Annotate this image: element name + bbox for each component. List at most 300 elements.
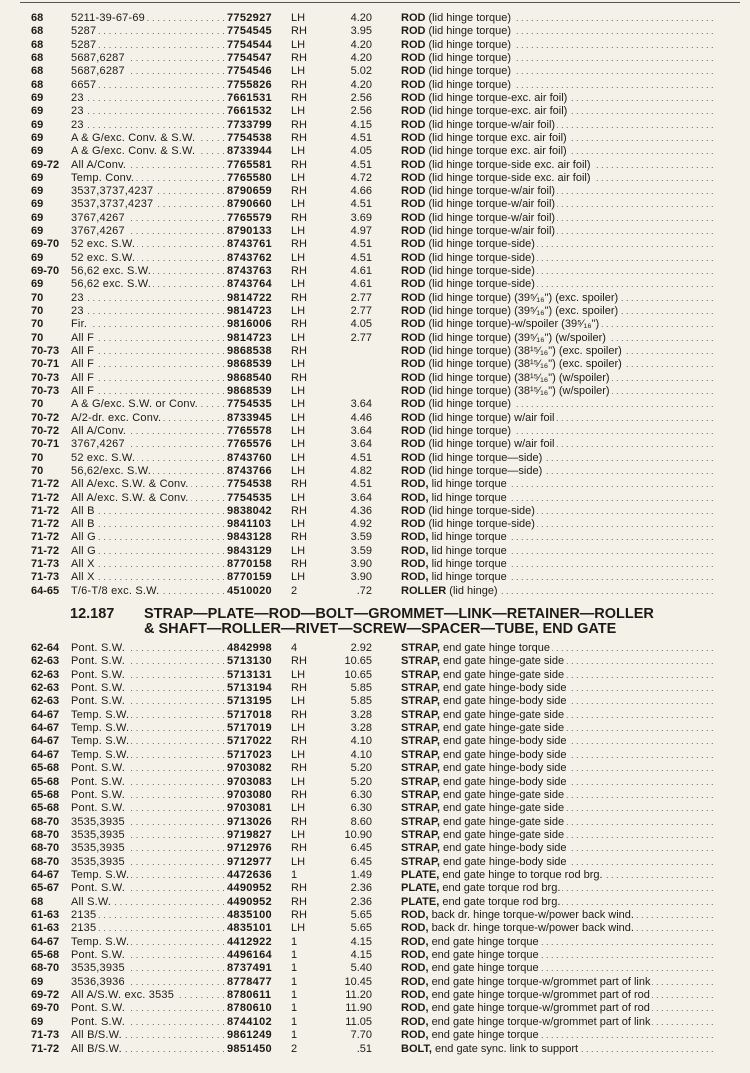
parts-row [0, 896, 750, 909]
part-number: 4490952 [227, 895, 272, 908]
application: 3537,3737,4237 . . . [71, 185, 227, 198]
parts-row [0, 145, 750, 158]
side-or-qty: LH [291, 411, 306, 424]
part-number: 7754538 [227, 131, 272, 144]
price: 5.85 [350, 682, 372, 695]
price: 5.02 [350, 65, 372, 78]
year-range: 69 [31, 105, 44, 118]
part-number: 4842998 [227, 642, 272, 654]
description: PLATE, end gate torque rod brg. . . . [401, 896, 715, 909]
part-number: 9868540 [227, 371, 272, 384]
description: ROD, lid hinge torque . . . [401, 478, 715, 491]
description: ROD (lid hinge torque-side) . . . [401, 505, 715, 518]
description: ROD, lid hinge torque . . . [401, 571, 715, 584]
description: ROD (lid hinge torque) . . . [401, 39, 715, 52]
parts-row [0, 478, 750, 491]
part-number: 7765581 [227, 158, 272, 171]
application: A/2-dr. exc. Conv. . . . [71, 412, 227, 425]
application: Temp. S.W. . . . [71, 936, 227, 949]
side-or-qty: 1 [291, 1015, 298, 1028]
parts-row [0, 856, 750, 869]
side-or-qty: LH [291, 722, 306, 735]
description: ROD (lid hinge torque-side) . . . [401, 278, 715, 291]
description: ROD (lid hinge torque-w/air foil) . . . [401, 119, 715, 132]
side-or-qty: 1 [291, 962, 298, 975]
parts-row [0, 79, 750, 92]
year-range: 69 [31, 131, 44, 144]
price: 6.45 [350, 842, 372, 855]
description: ROD (lid hinge torque) w/air foil . . . [401, 412, 715, 425]
application: 52 exc. S.W. . . . [71, 238, 227, 251]
side-or-qty: LH [291, 65, 306, 78]
parts-row [0, 159, 750, 172]
parts-row [0, 132, 750, 145]
part-number: 4835100 [227, 909, 272, 921]
application: 3535,3935 . . . [71, 856, 227, 869]
price: 4.51 [350, 251, 372, 264]
section-title-line-1: STRAP—PLATE—ROD—BOLT—GROMMET—LINK—RETAINER—ROLLER [144, 606, 654, 622]
application: 5211-39-67-69 . . . [71, 12, 227, 25]
price: 2.36 [350, 895, 372, 908]
description: STRAP, end gate hinge-gate side . . . [401, 722, 715, 735]
application: 3535,3935 . . . [71, 829, 227, 842]
part-number: 8780611 [227, 989, 272, 1002]
side-or-qty: RH [291, 211, 307, 224]
section-number: 12.187 [70, 606, 115, 622]
part-number: 9851450 [227, 1042, 272, 1055]
year-range: 70-73 [31, 345, 60, 357]
part-number: 9814722 [227, 291, 272, 304]
part-number: 5713195 [227, 695, 272, 708]
description: ROD (lid hinge torque) (38¹⁵⁄₁₆") (exc. spoiler) . . . [401, 358, 715, 371]
price: 3.59 [350, 544, 372, 557]
price: 6.30 [350, 788, 372, 801]
description: ROD (lid hinge torque) . . . [401, 52, 715, 65]
description: ROD (lid hinge torque-side) . . . [401, 265, 715, 278]
side-or-qty: LH [291, 855, 306, 868]
year-range: 68 [31, 38, 44, 51]
application: All A/Conv. . . . [71, 159, 227, 172]
side-or-qty: LH [291, 331, 306, 344]
description: ROD (lid hinge torque) . . . [401, 398, 715, 411]
parts-row [0, 962, 750, 975]
price: 4.51 [350, 131, 372, 144]
year-range: 70-73 [31, 384, 60, 397]
year-range: 71-72 [31, 531, 60, 544]
application: A & G/exc. Conv. & S.W. . . . [71, 145, 227, 158]
year-range: 69 [31, 171, 44, 184]
parts-row [0, 358, 750, 371]
application: Pont. S.W. . . . [71, 695, 227, 708]
application: All B/S.W. . . . [71, 1043, 227, 1056]
side-or-qty: LH [291, 922, 306, 935]
description: ROD (lid hinge torque) (38¹⁵⁄₁₆") (w/spoiler) . . . [401, 385, 715, 398]
year-range: 70-71 [31, 358, 60, 371]
year-range: 70 [31, 291, 44, 304]
application: 5287 . . . [71, 25, 227, 38]
application: All S.W. . . . [71, 896, 227, 909]
description: STRAP, end gate hinge-body side . . . [401, 749, 715, 762]
description: ROD (lid hinge torque exc. air foil) . . . [401, 132, 715, 145]
year-range: 70 [31, 398, 44, 411]
side-or-qty: LH [291, 775, 306, 788]
side-or-qty: LH [291, 12, 306, 24]
description: ROD, end gate hinge torque-w/grommet part of link . . . [401, 976, 715, 989]
parts-row [0, 829, 750, 842]
side-or-qty: RH [291, 762, 307, 775]
application: Pont. S.W. . . . [71, 802, 227, 815]
parts-row [0, 292, 750, 305]
description: ROD (lid hinge torque) (38¹⁵⁄₁₆") (w/spoiler) . . . [401, 372, 715, 385]
application: Temp. Conv. . . . [71, 172, 227, 185]
description: ROD, lid hinge torque . . . [401, 558, 715, 571]
side-or-qty: RH [291, 25, 307, 38]
price: 4.61 [350, 265, 372, 278]
description: ROD (lid hinge torque) (39⁵⁄₁₆") (exc. spoiler) . . . [401, 292, 715, 305]
price: 4.61 [350, 278, 372, 291]
description: ROD, end gate hinge torque . . . [401, 1029, 715, 1042]
parts-row [0, 385, 750, 398]
price: 4.72 [350, 171, 372, 184]
parts-row [0, 842, 750, 855]
side-or-qty: RH [291, 531, 307, 544]
side-or-qty: 1 [291, 1002, 298, 1015]
year-range: 64-67 [31, 868, 60, 881]
top-rule [20, 2, 740, 3]
price: 3.95 [350, 25, 372, 38]
parts-row [0, 65, 750, 78]
part-number: 8733944 [227, 145, 272, 158]
description: ROD, end gate hinge torque-w/grommet part of rod . . . [401, 989, 715, 1002]
part-number: 5717022 [227, 735, 272, 748]
price: 2.92 [350, 642, 372, 654]
price: 4.20 [350, 51, 372, 64]
description: ROD, end gate hinge torque-w/grommet part of link . . . [401, 1016, 715, 1029]
part-number: 7765580 [227, 171, 272, 184]
part-number: 9814723 [227, 305, 272, 318]
description: ROD, lid hinge torque . . . [401, 545, 715, 558]
description: ROD (lid hinge torque-w/air foil) . . . [401, 212, 715, 225]
parts-row [0, 198, 750, 211]
application: All A/exc. S.W. & Conv. . . . [71, 478, 227, 491]
year-range: 71-72 [31, 1042, 60, 1055]
parts-row [0, 1029, 750, 1042]
description: STRAP, end gate hinge-body side . . . [401, 776, 715, 789]
part-number: 8743760 [227, 451, 272, 464]
description: STRAP, end gate hinge-gate side . . . [401, 789, 715, 802]
side-or-qty: RH [291, 345, 307, 357]
application: Fir. . . . [71, 318, 227, 331]
application: All A/Conv. . . . [71, 425, 227, 438]
part-number: 7754538 [227, 478, 272, 491]
part-number: 8770158 [227, 558, 272, 571]
year-range: 65-68 [31, 788, 60, 801]
part-number: 4510020 [227, 584, 272, 597]
part-number: 7765576 [227, 438, 272, 451]
year-range: 68 [31, 25, 44, 38]
side-or-qty: LH [291, 398, 306, 411]
part-number: 8743761 [227, 238, 272, 251]
price: 4.51 [350, 158, 372, 171]
price: 4.51 [350, 478, 372, 491]
year-range: 68-70 [31, 828, 60, 841]
price: 10.65 [344, 668, 372, 681]
side-or-qty: RH [291, 708, 307, 721]
price: 2.56 [350, 91, 372, 104]
description: ROD (lid hinge torque—side) . . . [401, 465, 715, 478]
year-range: 68 [31, 65, 44, 78]
price: 3.59 [350, 531, 372, 544]
application: Pont. S.W. . . . [71, 655, 227, 668]
side-or-qty: RH [291, 185, 307, 198]
application: 23 . . . [71, 119, 227, 132]
parts-row [0, 655, 750, 668]
part-number: 8737491 [227, 962, 272, 975]
application: 56,62 exc. S.W. . . . [71, 265, 227, 278]
part-number: 5713194 [227, 682, 272, 695]
application: 3535,3935 . . . [71, 962, 227, 975]
application: Temp. S.W. . . . [71, 722, 227, 735]
parts-row [0, 789, 750, 802]
year-range: 61-63 [31, 909, 60, 921]
price: 5.40 [350, 962, 372, 975]
price: 4.36 [350, 504, 372, 517]
part-number: 7754535 [227, 398, 272, 411]
side-or-qty: RH [291, 788, 307, 801]
year-range: 69 [31, 211, 44, 224]
application: All X . . . [71, 571, 227, 584]
application: 56,62/exc. S.W. . . . [71, 465, 227, 478]
price: .51 [356, 1042, 372, 1055]
application: 3767,4267 . . . [71, 438, 227, 451]
price: 4.20 [350, 78, 372, 91]
parts-row [0, 1043, 750, 1056]
side-or-qty: LH [291, 464, 306, 477]
parts-row [0, 372, 750, 385]
part-number: 4490952 [227, 882, 272, 895]
application: Pont. S.W. . . . [71, 669, 227, 682]
year-range: 68 [31, 895, 44, 908]
application: A & G/exc. Conv. & S.W. . . . [71, 132, 227, 145]
part-number: 8790660 [227, 198, 272, 211]
parts-row [0, 722, 750, 735]
year-range: 62-63 [31, 655, 60, 668]
year-range: 70 [31, 305, 44, 318]
price: 5.65 [350, 922, 372, 935]
side-or-qty: RH [291, 504, 307, 517]
side-or-qty: RH [291, 682, 307, 695]
description: ROD (lid hinge torque-exc. air foil) . . . [401, 92, 715, 105]
part-number: 9868539 [227, 384, 272, 397]
application: All A/S.W. exc. 3535 . . . [71, 989, 227, 1002]
side-or-qty: 1 [291, 935, 298, 948]
side-or-qty: LH [291, 251, 306, 264]
application: All F . . . [71, 358, 227, 371]
side-or-qty: LH [291, 451, 306, 464]
part-number: 9712977 [227, 855, 272, 868]
side-or-qty: RH [291, 131, 307, 144]
part-number: 7754547 [227, 51, 272, 64]
application: Pont. S.W. . . . [71, 682, 227, 695]
description: ROD (lid hinge torque-w/air foil) . . . [401, 185, 715, 198]
description: ROD, end gate hinge torque . . . [401, 936, 715, 949]
parts-row [0, 558, 750, 571]
description: STRAP, end gate hinge-body side . . . [401, 695, 715, 708]
price: 3.90 [350, 571, 372, 584]
price: 3.64 [350, 398, 372, 411]
side-or-qty: LH [291, 438, 306, 451]
side-or-qty: RH [291, 371, 307, 384]
price: 4.05 [350, 318, 372, 331]
parts-row [0, 505, 750, 518]
side-or-qty: RH [291, 158, 307, 171]
description: ROD (lid hinge torque-exc. air foil) . . . [401, 105, 715, 118]
side-or-qty: LH [291, 198, 306, 211]
side-or-qty: LH [291, 491, 306, 504]
description: ROD (lid hinge torque) . . . [401, 25, 715, 38]
parts-row [0, 465, 750, 478]
price: 7.70 [350, 1029, 372, 1042]
part-number: 7661531 [227, 91, 272, 104]
part-number: 4835101 [227, 922, 272, 935]
parts-row [0, 1016, 750, 1029]
year-range: 71-72 [31, 478, 60, 491]
description: ROD, end gate hinge torque . . . [401, 949, 715, 962]
parts-row [0, 318, 750, 331]
price: 4.15 [350, 949, 372, 962]
price: 4.51 [350, 198, 372, 211]
year-range: 69-70 [31, 265, 60, 278]
parts-row [0, 278, 750, 291]
side-or-qty: LH [291, 358, 306, 371]
application: All G . . . [71, 531, 227, 544]
year-range: 68 [31, 12, 44, 24]
part-number: 7754545 [227, 25, 272, 38]
parts-row [0, 882, 750, 895]
part-number: 7752927 [227, 12, 272, 24]
parts-row [0, 492, 750, 505]
side-or-qty: LH [291, 828, 306, 841]
parts-row [0, 585, 750, 598]
price: 2.56 [350, 105, 372, 118]
year-range: 62-63 [31, 668, 60, 681]
parts-row [0, 25, 750, 38]
price: 4.51 [350, 451, 372, 464]
price: 3.64 [350, 424, 372, 437]
parts-row [0, 105, 750, 118]
year-range: 62-64 [31, 642, 60, 654]
price: 4.97 [350, 225, 372, 238]
side-or-qty: RH [291, 895, 307, 908]
description: STRAP, end gate hinge-gate side . . . [401, 655, 715, 668]
parts-row [0, 452, 750, 465]
part-number: 7661532 [227, 105, 272, 118]
year-range: 69 [31, 1015, 44, 1028]
application: Pont. S.W. . . . [71, 789, 227, 802]
description: ROD (lid hinge torque-side) . . . [401, 238, 715, 251]
price: 11.90 [345, 1002, 372, 1015]
part-number: 9703080 [227, 788, 272, 801]
application: All B/S.W. . . . [71, 1029, 227, 1042]
side-or-qty: RH [291, 265, 307, 278]
part-number: 9703082 [227, 762, 272, 775]
parts-row [0, 709, 750, 722]
part-number: 7755826 [227, 78, 272, 91]
part-number: 9861249 [227, 1029, 272, 1042]
part-number: 8770159 [227, 571, 272, 584]
part-number: 8790659 [227, 185, 272, 198]
price: 11.05 [345, 1015, 372, 1028]
part-number: 8743763 [227, 265, 272, 278]
parts-row [0, 816, 750, 829]
part-number: 9712976 [227, 842, 272, 855]
description: ROD, lid hinge torque . . . [401, 531, 715, 544]
price: 8.60 [350, 815, 372, 828]
application: 23 . . . [71, 92, 227, 105]
parts-row [0, 802, 750, 815]
description: PLATE, end gate torque rod brg. . . . [401, 882, 715, 895]
parts-row [0, 425, 750, 438]
year-range: 71-72 [31, 544, 60, 557]
price: 3.28 [350, 708, 372, 721]
price: 2.77 [350, 331, 372, 344]
part-number: 7765579 [227, 211, 272, 224]
application: 2135 . . . [71, 909, 227, 922]
price: 4.10 [350, 735, 372, 748]
part-number: 7733799 [227, 118, 272, 131]
price: 5.20 [350, 762, 372, 775]
parts-row [0, 172, 750, 185]
year-range: 64-67 [31, 735, 60, 748]
side-or-qty: LH [291, 518, 306, 531]
description: ROD (lid hinge torque) (38¹⁵⁄₁₆") (exc. spoiler) . . . [401, 345, 715, 358]
price: 10.90 [344, 828, 372, 841]
part-number: 9816006 [227, 318, 272, 331]
part-number: 5717023 [227, 748, 272, 761]
part-number: 7754535 [227, 491, 272, 504]
parts-row [0, 976, 750, 989]
parts-row [0, 12, 750, 25]
year-range: 70-72 [31, 424, 60, 437]
description: STRAP, end gate hinge-body side . . . [401, 842, 715, 855]
description: ROD, lid hinge torque . . . [401, 492, 715, 505]
parts-row [0, 345, 750, 358]
description: STRAP, end gate hinge-gate side . . . [401, 816, 715, 829]
part-number: 7754546 [227, 65, 272, 78]
parts-row [0, 185, 750, 198]
parts-row [0, 1002, 750, 1015]
year-range: 69 [31, 278, 44, 291]
description: ROD, back dr. hinge torque-w/power back wind. . . . [401, 922, 715, 935]
part-number: 9868539 [227, 358, 272, 371]
part-number: 8744102 [227, 1015, 272, 1028]
side-or-qty: RH [291, 842, 307, 855]
side-or-qty: LH [291, 748, 306, 761]
price: 3.64 [350, 491, 372, 504]
year-range: 64-67 [31, 722, 60, 735]
price: 4.15 [350, 118, 372, 131]
description: PLATE, end gate hinge to torque rod brg. . . . [401, 869, 715, 882]
side-or-qty: LH [291, 802, 306, 815]
parts-row [0, 669, 750, 682]
side-or-qty: 4 [291, 642, 298, 654]
description: STRAP, end gate hinge torque . . . [401, 642, 715, 655]
price: 3.28 [350, 722, 372, 735]
part-number: 8778477 [227, 975, 272, 988]
parts-row [0, 252, 750, 265]
year-range: 69-70 [31, 238, 60, 251]
parts-row [0, 949, 750, 962]
